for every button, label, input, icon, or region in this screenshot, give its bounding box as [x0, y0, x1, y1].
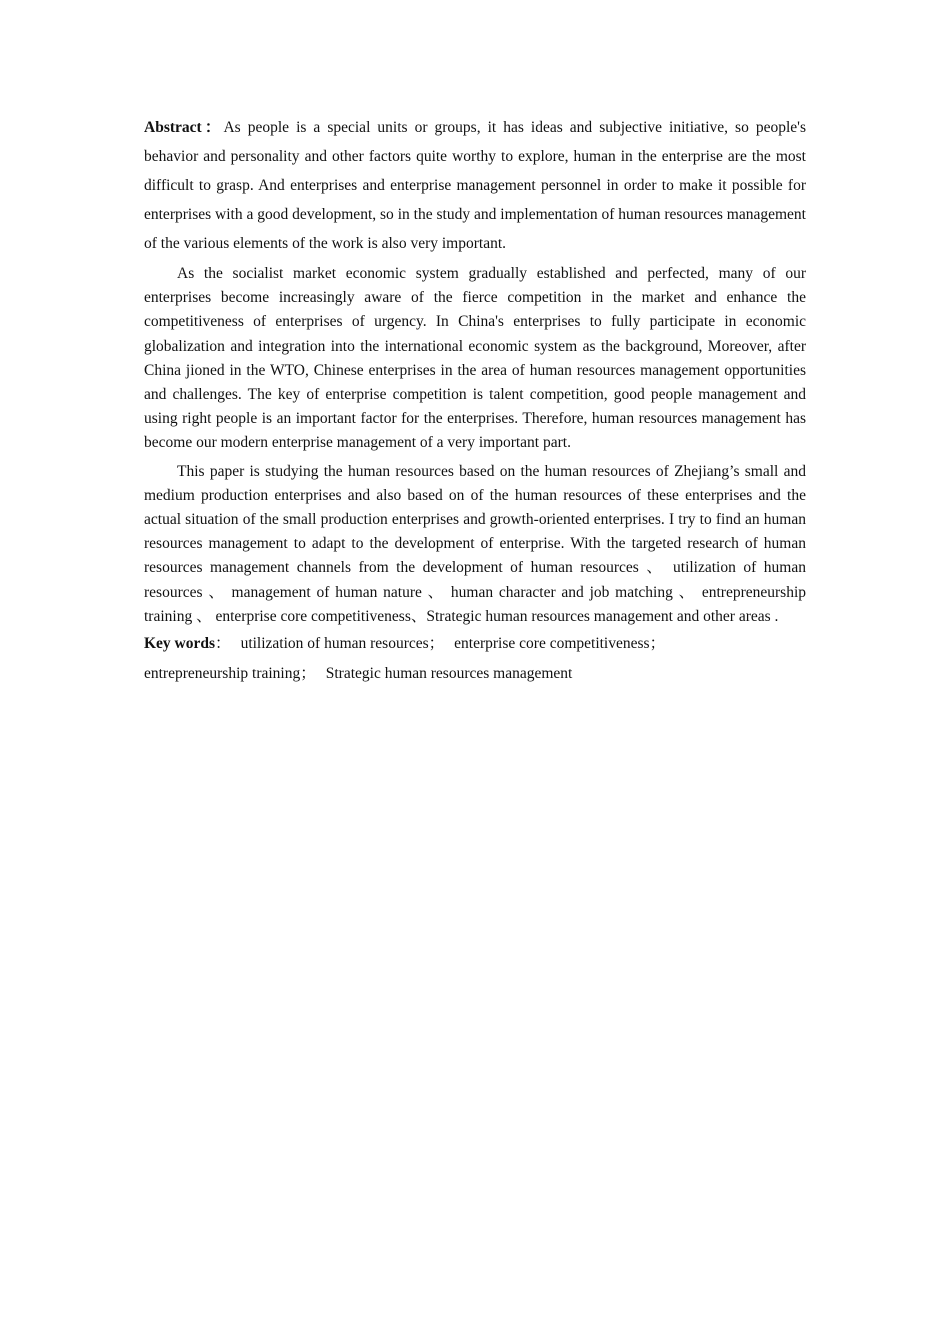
document-page — [144, 113, 806, 689]
keywords-section — [144, 629, 806, 689]
abstract-label: Abstract： — [144, 119, 224, 136]
abstract-text: As people is a special units or groups, it has ideas and subjective initiative, so people's behavior and personality and other factors quite worthy to explore, human in the enterprise are the most difficult to grasp. And enterprises and enterprise management personnel in order to make it possible for enterprises with a good development, so in the study and implementation of human resources management of the various elements of the work is also very important. — [144, 119, 806, 252]
keywords-line-2 — [144, 659, 806, 689]
abstract-paragraph — [144, 113, 806, 258]
keywords-line-1 — [144, 629, 806, 659]
keywords-colon: ： — [215, 635, 231, 653]
keyword-item: enterprise core competitiveness； — [454, 635, 666, 653]
keyword-item: Strategic human resources management — [325, 665, 573, 683]
body-paragraph-1: As the socialist market economic system gradually established and perfected, many of our enterprises become increasingly aware of the fierce competition in the market and enhance the competitiveness of enterprises of urgency. In China's enterprises to fully participate in economic globalization and integration into the international economic system as the background, Moreover, after China jioned in the WTO, Chinese enterprises in the area of human resources management opportunities and challenges. The key of enterprise competition is talent competition, good people management and using right people is an important factor for the enterprises. Therefore, human resources management has become our modern enterprise management of a very important part. — [144, 265, 806, 452]
body-paragraph-2: This paper is studying the human resources based on the human resources of Zhejiang’s small and medium production enterprises and also based on of the human resources of these enterprises and the actual situation of the small production enterprises and growth-oriented enterprises. I try to find an human resources management to adapt to the development of enterprise. With the targeted research of human resources management channels from the development of human resources 、 utilization of human resources 、 management of human nature 、 human character and job matching 、 entrepreneurship training 、 enterprise core competitiveness、Strategic human resources management and other areas . — [144, 462, 806, 625]
keyword-item: entrepreneurship training； — [144, 665, 316, 683]
keyword-item: utilization of human resources； — [240, 635, 445, 653]
keywords-label: Key words — [144, 635, 216, 653]
